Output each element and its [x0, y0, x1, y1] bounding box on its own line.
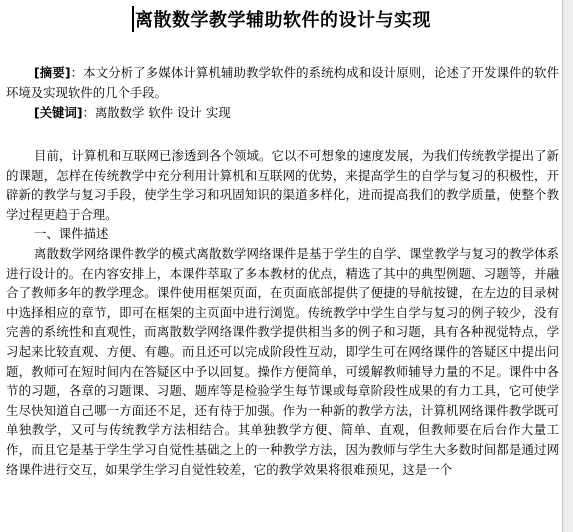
- abstract-text: ：本文分析了多媒体计算机辅助教学软件的系统构成和设计原则，论述了开发课件的软件环境及实现软件的几个手段。: [6, 65, 560, 100]
- abstract-paragraph: [6, 63, 559, 102]
- abstract-label: [摘要]: [34, 65, 71, 80]
- vertical-scrollbar[interactable]: [562, 0, 573, 532]
- section-heading: 一、课件描述: [34, 226, 109, 242]
- document-title: 离散数学教学辅助软件的设计与实现: [135, 10, 431, 31]
- body-text: [6, 146, 559, 479]
- keywords-text: ：离散数学 软件 设计 实现: [82, 105, 231, 120]
- intro-paragraph: 目前，计算机和互联网已渗透到各个领域。它以不可想象的速度发展，为我们传统教学提出了新的课题，怎样在传统教学中充分利用计算机和互联网的优势，来提高学生的自学与复习的积极性，开辟新的教学与复习手段，使学生学习和巩固知识的渠道多样化，进而提高我们的教学质量，使整个教学过程更趋于合理。: [6, 148, 559, 222]
- keywords-paragraph: [6, 103, 559, 123]
- abstract-block: [6, 63, 559, 102]
- courseware-paragraph: 离散数学网络课件教学的模式离散数学网络课件是基于学生的自学、课堂教学与复习的教学体系进行设计的。在内容安排上，本课件萃取了多本教材的优点，精选了其中的典型例题、习题等，并融合了教师多年的教学理念。课件使用框架页面，在页面底部提供了便捷的导航按键，在左边的目录树中选择相应的章节，即可在框架的主页面中进行浏览。传统教学中学生自学与复习的例子较少，没有完善的系统性和直观性，而离散数学网络课件教学提供相当多的例子和习题，具有各种视觉特点，学习起来比较直观、方便、有趣。而且还可以完成阶段性互动，即学生可在网络课件的答疑区中提出问题，教师可在短时间内在答疑区中予以回复。操作方便简单，可缓解教师辅导力量的不足。课件中各节的习题，各章的习题课、习题、题库等是检验学生每节课或每章阶段性成果的有力工具，它可使学生尽快知道自己哪一方面还不足，还有待于加强。作为一种新的教学方法，计算机网络课件教学既可单独教学，又可与传统教学方法相结合。其单独教学方便、简单、直观，但教师要在后台作大量工作，而且它是基于学生学习自觉性基础之上的一种教学方法，因为教师与学生大多数时间都是通过网络课件进行交互，如果学生学习自觉性较差，它的教学效果将很难预见，这是一个: [6, 245, 559, 477]
- title-row: [0, 6, 563, 32]
- text-cursor: [132, 6, 134, 32]
- keywords-block: [6, 103, 559, 123]
- keywords-label: [关键词]: [34, 105, 83, 120]
